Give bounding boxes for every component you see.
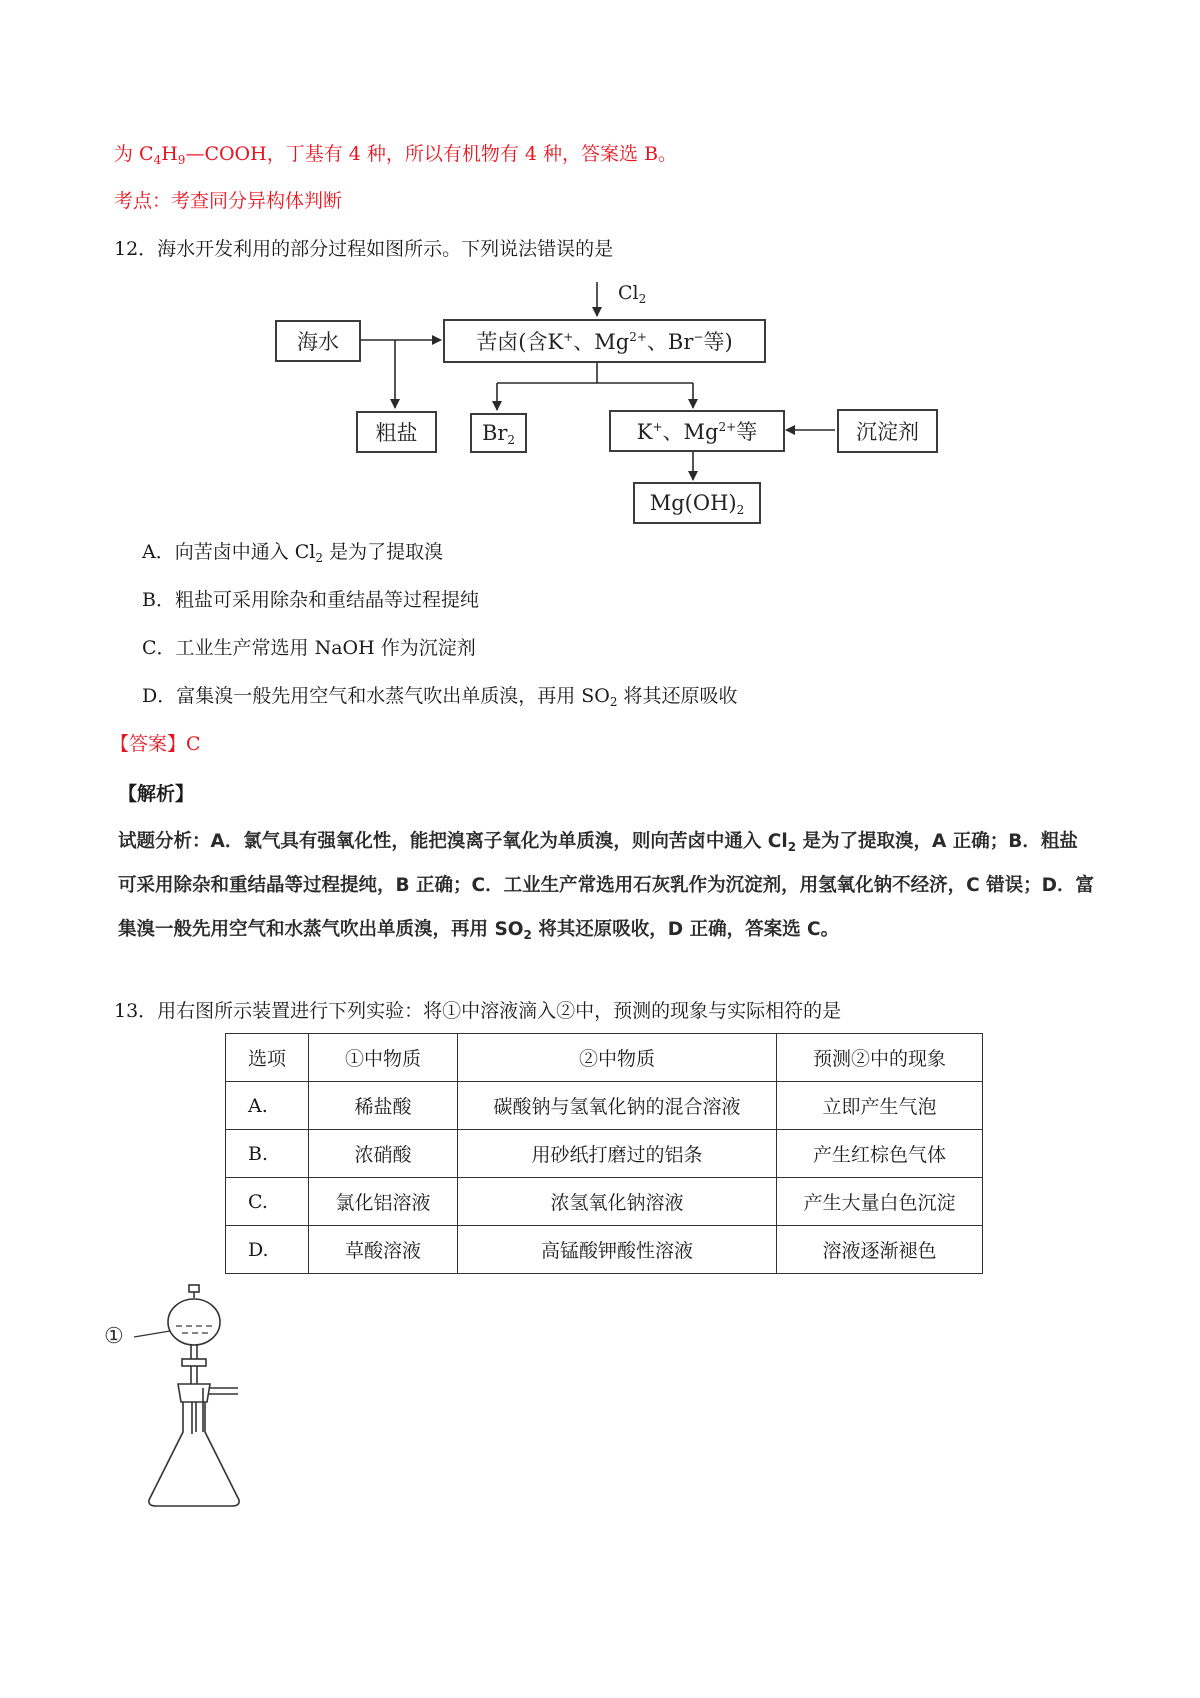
subscript: 4 [153,153,162,167]
subscript: 2 [736,503,745,517]
exam-point-line: 考点：考查同分异构体判断 [114,190,343,212]
text-run: 是为了提取溴 [323,541,444,563]
table-cell: 草酸溶液 [309,1226,458,1274]
crude-salt-box [356,411,437,453]
q12-answer: 【答案】C [110,733,201,755]
table-header-cell: 选项 [226,1034,309,1082]
text-run: 、Mg [573,330,630,354]
seawater-box [275,320,361,362]
text-run: A．向苦卤中通入 Cl [142,541,316,563]
table-cell: 产生大量白色沉淀 [777,1178,983,1226]
table-cell: 立即产生气泡 [777,1082,983,1130]
table-cell: 浓硝酸 [309,1130,458,1178]
table-cell: 高锰酸钾酸性溶液 [458,1226,777,1274]
superscript: + [652,420,663,434]
table-row [226,1130,983,1178]
superscript: 2+ [718,420,737,434]
q12-flowchart [0,0,1200,540]
table-header-cell: ①中物质 [309,1034,458,1082]
table-header-cell: 预测②中的现象 [777,1034,983,1082]
superscript: + [563,330,574,344]
cl2-label [618,282,646,304]
text-run: 将其还原吸收 [617,685,738,707]
box-label: 粗盐 [375,421,418,445]
k-mg-box [609,410,785,452]
text-run: H [161,143,178,165]
table-cell: 碳酸钠与氢氧化钠的混合溶液 [458,1082,777,1130]
superscript: − [693,330,704,344]
subscript: 2 [315,551,324,565]
q12-analysis [118,820,1096,952]
text-run: 是为了提取溴，A 正确；B．粗盐可采用除杂和重结晶等过程提纯，B 正确；C．工业生产常选用石灰乳作为沉淀剂，用氢氧化钠不经济，C 错误；D．富集溴一般先用空气和水蒸气吹出单质溴，再用 SO [118,831,1094,940]
box-label: 海水 [297,330,339,354]
subscript: 2 [638,292,647,306]
bittern-box [443,319,766,363]
table-cell: 用砂纸打磨过的铝条 [458,1130,777,1178]
subscript: 2 [787,840,797,854]
q12-analysis-label: 【解析】 [118,783,195,805]
table-cell: C. [226,1178,309,1226]
table-cell: D. [226,1226,309,1274]
table-cell: A. [226,1082,309,1130]
text-run: 为 C [114,143,154,165]
q12-option-c: C．工业生产常选用 NaOH 作为沉淀剂 [142,637,476,659]
apparatus-illustration [104,1282,244,1520]
table-cell: 稀盐酸 [309,1082,458,1130]
superscript: 2+ [629,330,647,344]
subscript: 9 [177,153,186,167]
box-label: 沉淀剂 [856,420,919,444]
text-run: 将其还原吸收，D 正确，答案选 C。 [531,919,840,940]
text-run: —COOH，丁基有 4 种，所以有机物有 4 种，答案选 B。 [185,143,678,165]
q12-option-b: B．粗盐可采用除杂和重结晶等过程提纯 [142,589,479,611]
precipitant-box [837,409,938,453]
text-run: 等 [736,420,758,444]
mgoh2-box [633,482,761,524]
text-run: 试题分析：A．氯气具有强氧化性，能把溴离子氧化为单质溴，则向苦卤中通入 Cl [118,831,788,852]
subscript: 2 [523,928,532,942]
table-cell: 溶液逐渐褪色 [777,1226,983,1274]
box-label [482,421,515,445]
text-run: 、Br [646,330,694,354]
table-row [226,1178,983,1226]
q12-option-d [142,683,738,709]
text-run: 苦卤(含K [476,330,564,354]
table-row [226,1082,983,1130]
q13-table [225,1033,983,1274]
q12-stem: 12．海水开发利用的部分过程如图所示。下列说法错误的是 [114,238,614,260]
box-label [650,491,745,515]
q12-option-a [142,539,443,565]
text-run: D．富集溴一般先用空气和水蒸气吹出单质溴，再用 SO [142,685,610,707]
text-run: K [636,420,653,444]
q13-stem: 13．用右图所示装置进行下列实验：将①中溶液滴入②中，预测的现象与实际相符的是 [114,1000,842,1022]
br2-box [470,413,527,453]
box-label [476,326,732,356]
q13-apparatus-figure [104,1282,244,1520]
table-cell: 产生红棕色气体 [777,1130,983,1178]
table-cell: 氯化铝溶液 [309,1178,458,1226]
text-run: 、Mg [662,420,719,444]
box-label [637,416,757,446]
table-header-row [226,1034,983,1082]
text-run: Mg(OH) [649,491,737,515]
text-run: 等) [703,330,733,354]
table-cell: 浓氢氧化钠溶液 [458,1178,777,1226]
subscript: 2 [507,433,516,447]
apparatus-label-1: ① [104,1324,124,1349]
flowchart-arrows [0,0,1200,540]
table-row [226,1226,983,1274]
table-cell: B. [226,1130,309,1178]
text-run: Br [481,421,508,445]
subscript: 2 [609,695,618,709]
table-header-cell: ②中物质 [458,1034,777,1082]
text-run: Cl [618,282,639,304]
